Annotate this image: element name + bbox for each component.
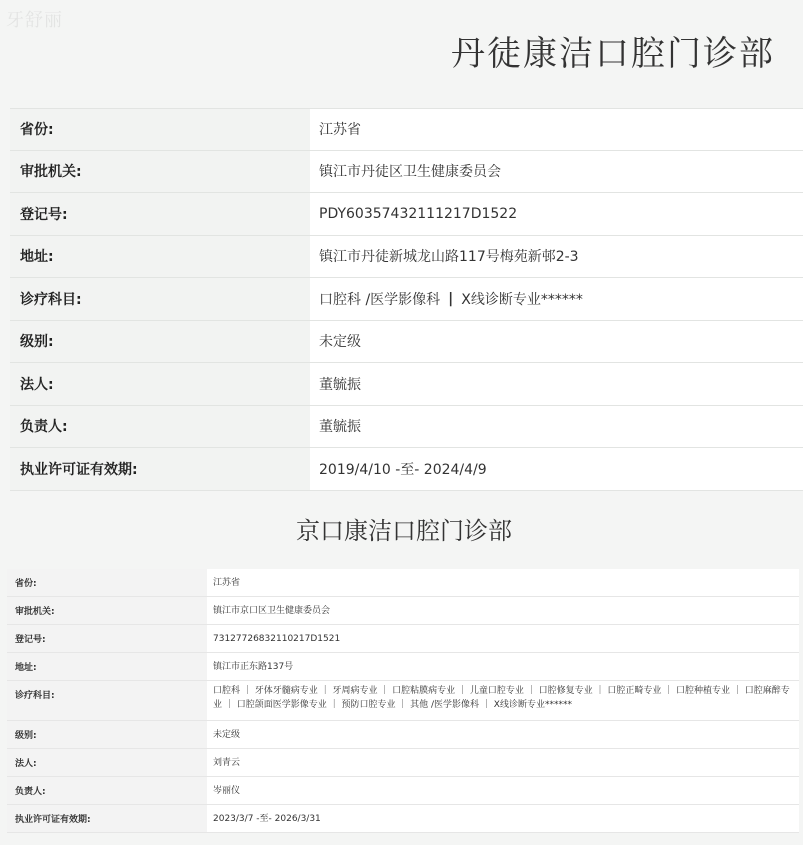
- table-row: [7, 653, 799, 681]
- table-row: [10, 193, 803, 236]
- row-value: 未定级: [213, 729, 241, 740]
- table-row: [7, 681, 799, 721]
- row-value: 岑丽仪: [213, 785, 241, 796]
- row-value: 镇江市正东路137号: [213, 661, 294, 672]
- row-label: 审批机关:: [10, 151, 310, 193]
- row-value: PDY60357432111217D1522: [310, 193, 803, 235]
- row-label: 登记号:: [7, 625, 207, 652]
- table-row: [7, 597, 799, 625]
- row-value: 口腔科 ｜ 牙体牙髓病专业 ｜ 牙周病专业 ｜ 口腔粘膜病专业 ｜ 儿童口腔专业 ｜ 口腔修复专业 ｜ 口腔正畸专业 ｜ 口腔种植专业 ｜ 口腔麻醉专业 ｜ 口腔颌面医学影像专业 ｜ 预防口腔专业 ｜ 其他 /医学影像科 ｜ X线诊断专业******: [213, 686, 790, 710]
- clinic1-title: 丹徒康洁口腔门诊部: [451, 34, 775, 74]
- table-row: [10, 151, 803, 194]
- table-row: [10, 321, 803, 364]
- watermark-logo: 牙舒丽: [6, 10, 63, 31]
- clinic1-info-table: [10, 108, 803, 491]
- row-label: 法人:: [7, 749, 207, 776]
- specialty-text: 口腔科 /医学影像科: [319, 291, 441, 308]
- table-row: [7, 805, 799, 833]
- row-label: 登记号:: [10, 193, 310, 235]
- clinic2-info-table: [7, 569, 799, 833]
- separator: |: [448, 290, 454, 307]
- table-row: [7, 749, 799, 777]
- table-row: [7, 777, 799, 805]
- row-value: 2019/4/10 -至- 2024/4/9: [310, 448, 803, 490]
- row-value: 江苏省: [213, 577, 241, 588]
- clinic1-panel: [10, 0, 803, 490]
- table-row: [10, 406, 803, 449]
- table-row: [10, 448, 803, 491]
- row-value: 董毓振: [310, 406, 803, 448]
- row-label: 级别:: [7, 721, 207, 748]
- row-label: 执业许可证有效期:: [10, 448, 310, 490]
- row-label: 负责人:: [7, 777, 207, 804]
- row-label: 诊疗科目:: [7, 681, 207, 720]
- row-label: 地址:: [10, 236, 310, 278]
- row-value: 镇江市京口区卫生健康委员会: [213, 605, 331, 616]
- table-row: [10, 278, 803, 321]
- row-label: 级别:: [10, 321, 310, 363]
- row-label: 省份:: [7, 569, 207, 596]
- row-label: 诊疗科目:: [10, 278, 310, 320]
- row-value: 73127726832110217D1521: [213, 633, 341, 644]
- row-label: 执业许可证有效期:: [7, 805, 207, 832]
- table-row: [7, 625, 799, 653]
- clinic2-title: 京口康洁口腔门诊部: [296, 517, 512, 545]
- row-value: 未定级: [310, 321, 803, 363]
- specialty-extra-text: X线诊断专业******: [461, 291, 583, 308]
- table-row: [7, 721, 799, 749]
- row-value: 2023/3/7 -至- 2026/3/31: [213, 813, 321, 824]
- row-value: 刘青云: [213, 757, 241, 768]
- row-value: 镇江市丹徒新城龙山路117号梅苑新邨2-3: [310, 236, 803, 278]
- row-label: 审批机关:: [7, 597, 207, 624]
- table-row: [7, 569, 799, 597]
- row-label: 省份:: [10, 109, 310, 150]
- row-value: 镇江市丹徒区卫生健康委员会: [310, 151, 803, 193]
- row-value: 董毓振: [310, 363, 803, 405]
- row-value: 江苏省: [310, 109, 803, 150]
- row-label: 地址:: [7, 653, 207, 680]
- table-row: [10, 108, 803, 151]
- row-label: 负责人:: [10, 406, 310, 448]
- table-row: [10, 363, 803, 406]
- row-label: 法人:: [10, 363, 310, 405]
- row-value: [310, 278, 803, 320]
- table-row: [10, 236, 803, 279]
